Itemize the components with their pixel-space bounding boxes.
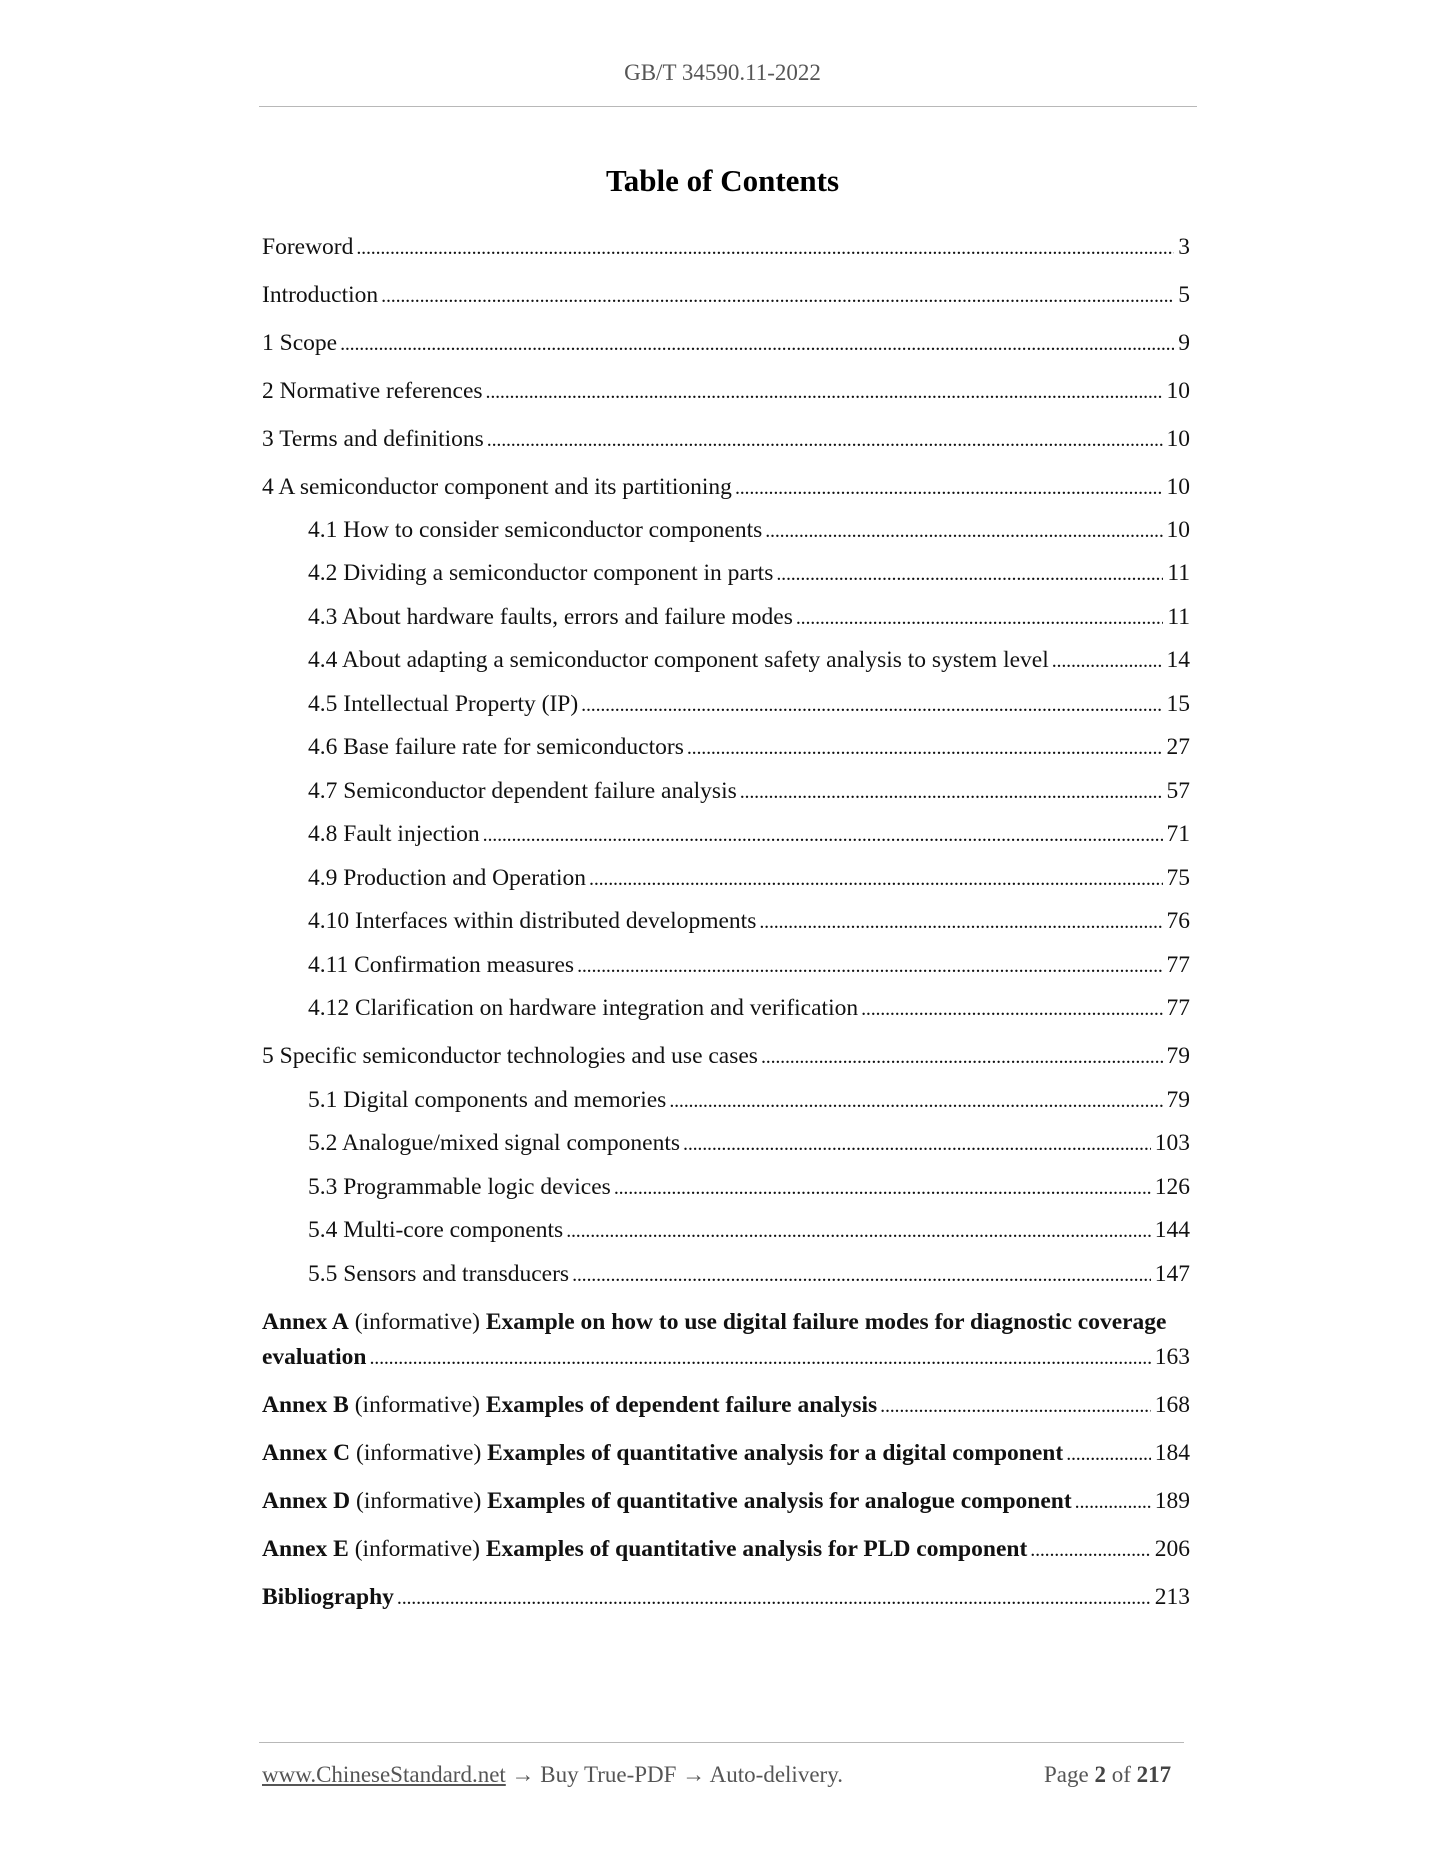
toc-entry-5-4[interactable] [308,1215,1190,1245]
toc-entry-4-5[interactable] [308,689,1190,719]
buy-text: Buy True-PDF [540,1762,677,1787]
footer-divider [259,1742,1184,1743]
toc-entry-foreword[interactable] [262,232,1190,262]
toc-entry-annex-d[interactable] [262,1486,1190,1516]
toc-entry-4-2[interactable] [308,558,1190,588]
toc-entry-5-5[interactable] [308,1259,1190,1289]
dot-leader [581,689,1162,720]
toc-entry-section-5[interactable] [262,1041,1190,1071]
annex-title: Example on how to use digital failure modes for diagnostic coverage [485,1309,1167,1335]
toc-entry-page: 10 [1166,378,1190,404]
toc-entry-4-3[interactable] [308,602,1190,632]
toc-entry-page: 189 [1154,1488,1190,1514]
toc-entry-label: 5.4 Multi-core components [308,1217,564,1243]
dot-leader [572,1259,1151,1290]
toc-entry-page: 77 [1166,995,1190,1021]
toc-entry-page: 11 [1167,560,1190,586]
dot-leader [486,376,1163,407]
toc-entry-page: 213 [1154,1584,1190,1610]
total-page-count: 217 [1136,1762,1172,1787]
toc-entry-label: 2 Normative references [262,378,483,404]
toc-entry-page: 163 [1154,1344,1190,1370]
toc-entry-4-12[interactable] [308,993,1190,1023]
toc-entry-page: 79 [1166,1087,1190,1113]
toc-entry-page: 76 [1166,908,1190,934]
toc-entry-4-4[interactable] [308,645,1190,675]
dot-leader [577,950,1162,981]
toc-entry-page: 77 [1166,952,1190,978]
toc-entry-page: 126 [1154,1174,1190,1200]
toc-entry-label: 5.1 Digital components and memories [308,1087,667,1113]
annex-title: Examples of dependent failure analysis [485,1392,878,1418]
toc-entry-introduction[interactable] [262,280,1190,310]
toc-entry-label: 4.7 Semiconductor dependent failure analysis [308,778,737,804]
toc-entry-page: 147 [1154,1261,1190,1287]
toc-entry-annex-a[interactable] [262,1307,1190,1337]
toc-entry-page: 27 [1166,734,1190,760]
document-id-header: GB/T 34590.11-2022 [624,60,821,85]
toc-entry-page: 10 [1166,474,1190,500]
current-page-number: 2 [1094,1762,1106,1787]
toc-entry-label: 4.8 Fault injection [308,821,480,847]
toc-entry-page: 9 [1178,330,1190,356]
toc-entry-5-3[interactable] [308,1172,1190,1202]
toc-entry-page: 10 [1166,426,1190,452]
toc-entry-page: 15 [1166,691,1190,717]
toc-entry-4-6[interactable] [308,732,1190,762]
toc-entry-page: 206 [1154,1536,1190,1562]
annex-title: Examples of quantitative analysis for analogue component [487,1488,1072,1514]
dot-leader [1075,1486,1151,1517]
annex-note: (informative) [354,1309,480,1335]
toc-entry-annex-b[interactable] [262,1390,1190,1420]
annex-name: Annex C [262,1440,351,1466]
toc-entry-label: 4.3 About hardware faults, errors and failure modes [308,604,793,630]
annex-name: Annex A [262,1309,349,1335]
dot-leader [381,280,1174,311]
dot-leader [1066,1438,1151,1469]
toc-entry-label: 4.11 Confirmation measures [308,952,575,978]
annex-title: Examples of quantitative analysis for a digital component [487,1440,1064,1466]
footer-promo [262,1762,843,1788]
toc-entry-page: 71 [1166,821,1190,847]
annex-note: (informative) [354,1392,480,1418]
toc-entry-label: 5.5 Sensors and transducers [308,1261,570,1287]
toc-entry-bibliography[interactable] [262,1582,1190,1612]
toc-entry-4-7[interactable] [308,776,1190,806]
delivery-text: Auto-delivery. [709,1762,843,1787]
dot-leader [776,558,1163,589]
website-link[interactable]: www.ChineseStandard.net [262,1762,506,1787]
toc-entry-normative-references[interactable] [262,376,1190,406]
toc-entry-terms-definitions[interactable] [262,424,1190,454]
toc-entry-label: Bibliography [262,1584,394,1610]
toc-entry-4-10[interactable] [308,906,1190,936]
dot-leader [397,1582,1151,1613]
toc-entry-label: 4.10 Interfaces within distributed developments [308,908,757,934]
page-word: Page [1044,1762,1089,1787]
toc-entry-label: 3 Terms and definitions [262,426,484,452]
dot-leader [683,1128,1151,1159]
arrow-right-icon: → [511,1762,535,1787]
toc-entry-label: Introduction [262,282,379,308]
dot-leader [861,993,1162,1024]
toc-entry-page: 10 [1166,517,1190,543]
toc-entry-label: Foreword [262,234,354,260]
dot-leader [566,1215,1151,1246]
toc-entry-page: 168 [1154,1392,1190,1418]
toc-entry-4-9[interactable] [308,863,1190,893]
toc-entry-label: 4.1 How to consider semiconductor components [308,517,763,543]
annex-note: (informative) [354,1536,480,1562]
toc-entry-page: 184 [1154,1440,1190,1466]
annex-title-continuation: evaluation [262,1344,367,1370]
toc-heading: Table of Contents [605,163,840,198]
header-divider [259,106,1197,107]
toc-entry-page: 103 [1154,1130,1190,1156]
toc-entry-4-1[interactable] [308,515,1190,545]
dot-leader [487,424,1163,455]
dot-leader [356,232,1174,263]
toc-entry-label: 5.3 Programmable logic devices [308,1174,611,1200]
toc-entry-page: 3 [1178,234,1190,260]
toc-entry-5-2[interactable] [308,1128,1190,1158]
dot-leader [669,1085,1162,1116]
annex-name: Annex E [262,1536,349,1562]
dot-leader [614,1172,1151,1203]
dot-leader [483,819,1163,850]
dot-leader [796,602,1163,633]
annex-title: Examples of quantitative analysis for PLD component [485,1536,1028,1562]
dot-leader [761,1041,1163,1072]
toc-entry-annex-c[interactable] [262,1438,1190,1468]
dot-leader [1030,1534,1150,1565]
dot-leader [1052,645,1163,676]
annex-note: (informative) [356,1488,482,1514]
toc-entry-page: 57 [1166,778,1190,804]
dot-leader [735,472,1163,503]
toc-entry-label: 4.4 About adapting a semiconductor component safety analysis to system level [308,647,1049,673]
toc-entry-page: 11 [1167,604,1190,630]
toc-entry-label: 4.5 Intellectual Property (IP) [308,691,579,717]
dot-leader [687,732,1163,763]
dot-leader [740,776,1163,807]
toc-entry-page: 5 [1178,282,1190,308]
toc-entry-label: 4.2 Dividing a semiconductor component in parts [308,560,774,586]
page-indicator [1044,1762,1171,1788]
page-of-word: of [1111,1762,1131,1787]
toc-entry-5-1[interactable] [308,1085,1190,1115]
dot-leader [340,328,1174,359]
toc-entry-section-4[interactable] [262,472,1190,502]
toc-entry-label: 5.2 Analogue/mixed signal components [308,1130,681,1156]
toc-entry-annex-e[interactable] [262,1534,1190,1564]
toc-entry-label: 4.6 Base failure rate for semiconductors [308,734,684,760]
dot-leader [880,1390,1151,1421]
annex-name: Annex D [262,1488,351,1514]
toc-entry-annex-a-continued[interactable] [262,1342,1190,1372]
annex-note: (informative) [356,1440,482,1466]
toc-entry-4-8[interactable] [308,819,1190,849]
arrow-right-icon: → [682,1762,706,1787]
toc-entry-page: 79 [1166,1043,1190,1069]
toc-entry-label: 4.12 Clarification on hardware integration and verification [308,995,859,1021]
toc-entry-label: 1 Scope [262,330,338,356]
dot-leader [589,863,1162,894]
toc-entry-label: 4.9 Production and Operation [308,865,587,891]
toc-entry-label: 4 A semiconductor component and its partitioning [262,474,732,500]
toc-entry-page: 75 [1166,865,1190,891]
toc-entry-page: 144 [1154,1217,1190,1243]
dot-leader [765,515,1162,546]
toc-entry-label: 5 Specific semiconductor technologies and use cases [262,1043,758,1069]
annex-name: Annex B [262,1392,349,1418]
dot-leader [759,906,1162,937]
toc-entry-4-11[interactable] [308,950,1190,980]
dot-leader [369,1342,1150,1373]
toc-entry-page: 14 [1166,647,1190,673]
toc-entry-scope[interactable] [262,328,1190,358]
